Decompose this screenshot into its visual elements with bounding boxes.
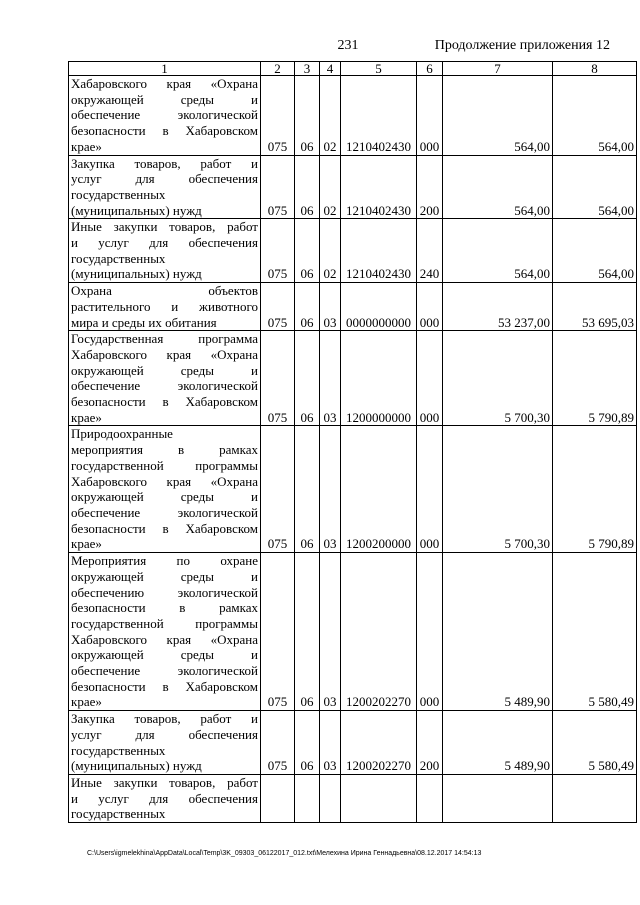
item-name-line: (муниципальных) нужд (71, 202, 202, 218)
item-name-line: окружающей среды и (71, 91, 258, 107)
ministry-code-cell: 075 (261, 711, 295, 775)
table-row (69, 426, 637, 553)
item-name-line: крае» (71, 536, 102, 552)
amount-year1-cell: 5 700,30 (443, 331, 553, 426)
target-article-cell (341, 774, 417, 822)
section-code-cell (295, 774, 320, 822)
subsection-code-cell (320, 774, 341, 822)
column-header: 2 (261, 62, 295, 76)
budget-table (68, 61, 637, 823)
item-name-cell (69, 426, 261, 553)
ministry-code-cell: 075 (261, 331, 295, 426)
item-name-cell (69, 155, 261, 219)
expense-type-cell: 000 (417, 331, 443, 426)
table-row (69, 283, 637, 331)
item-name-cell (69, 283, 261, 331)
page-number: 231 (337, 38, 359, 53)
amount-year1-cell: 5 489,90 (443, 711, 553, 775)
section-code-cell: 06 (295, 711, 320, 775)
item-name-line: окружающей среды и (71, 489, 258, 505)
item-name-line: услуг для обеспечения (71, 726, 258, 742)
target-article-cell: 1210402430 (341, 219, 417, 283)
subsection-code-cell: 02 (320, 76, 341, 156)
item-name-line: безопасности в Хабаровском (71, 394, 258, 410)
ministry-code-cell: 075 (261, 553, 295, 711)
item-name-line: Иные закупки товаров, работ (71, 774, 258, 790)
item-name-line: Хабаровского края «Охрана (71, 473, 258, 489)
item-name-line: безопасности в Хабаровском (71, 123, 258, 139)
item-name-line: Закупка товаров, работ и (71, 711, 258, 727)
amount-year2-cell: 53 695,03 (553, 283, 637, 331)
section-code-cell: 06 (295, 76, 320, 156)
section-code-cell: 06 (295, 331, 320, 426)
subsection-code-cell: 03 (320, 283, 341, 331)
target-article-cell: 0000000000 (341, 283, 417, 331)
ministry-code-cell (261, 774, 295, 822)
item-name-line: и услуг для обеспечения (71, 790, 258, 806)
amount-year2-cell: 5 790,89 (553, 331, 637, 426)
item-name-line: Закупка товаров, работ и (71, 155, 258, 171)
expense-type-cell: 000 (417, 426, 443, 553)
item-name-line: Хабаровского края «Охрана (71, 346, 258, 362)
item-name-line: крае» (71, 409, 102, 425)
item-name-line: обеспечение экологической (71, 663, 258, 679)
amount-year2-cell: 564,00 (553, 76, 637, 156)
ministry-code-cell: 075 (261, 155, 295, 219)
amount-year2-cell: 5 790,89 (553, 426, 637, 553)
item-name-line: мероприятия в рамках (71, 442, 258, 458)
item-name-line: безопасности в Хабаровском (71, 520, 258, 536)
expense-type-cell: 200 (417, 711, 443, 775)
column-header: 7 (443, 62, 553, 76)
item-name-cell (69, 76, 261, 156)
amount-year2-cell: 564,00 (553, 155, 637, 219)
item-name-line: Государственная программа (71, 331, 258, 347)
expense-type-cell: 240 (417, 219, 443, 283)
section-code-cell: 06 (295, 219, 320, 283)
amount-year1-cell: 564,00 (443, 155, 553, 219)
subsection-code-cell: 03 (320, 711, 341, 775)
section-code-cell: 06 (295, 426, 320, 553)
table-row (69, 76, 637, 156)
item-name-line: (муниципальных) нужд (71, 266, 202, 282)
amount-year1-cell (443, 774, 553, 822)
item-name-line: государственной программы (71, 615, 258, 631)
item-name-cell (69, 553, 261, 711)
section-code-cell: 06 (295, 283, 320, 331)
item-name-line: обеспечение экологической (71, 107, 258, 123)
subsection-code-cell: 02 (320, 219, 341, 283)
item-name-line: Хабаровского края «Охрана (71, 76, 258, 91)
item-name-cell (69, 711, 261, 775)
item-name-line: обеспечение экологической (71, 504, 258, 520)
amount-year2-cell (553, 774, 637, 822)
ministry-code-cell: 075 (261, 426, 295, 553)
table-row (69, 331, 637, 426)
amount-year2-cell: 5 580,49 (553, 553, 637, 711)
ministry-code-cell: 075 (261, 219, 295, 283)
item-name-line: услуг для обеспечения (71, 171, 258, 187)
target-article-cell: 1210402430 (341, 76, 417, 156)
column-header: 5 (341, 62, 417, 76)
item-name-line: безопасности в Хабаровском (71, 678, 258, 694)
table-row (69, 774, 637, 822)
footer-path: C:\Users\igmelekhina\AppData\Local\Temp\3K_09303_06122017_012.txt\Мелехина Ирина Геннадьевна\08.12.2017 14:54:13 (87, 850, 482, 857)
item-name-cell (69, 331, 261, 426)
item-name-line: растительного и животного (71, 298, 258, 314)
item-name-line: окружающей среды и (71, 647, 258, 663)
item-name-line: Природоохранные (71, 426, 173, 442)
ministry-code-cell: 075 (261, 283, 295, 331)
ministry-code-cell: 075 (261, 76, 295, 156)
amount-year2-cell: 5 580,49 (553, 711, 637, 775)
item-name-cell (69, 774, 261, 822)
item-name-line: Иные закупки товаров, работ (71, 219, 258, 235)
expense-type-cell: 000 (417, 76, 443, 156)
section-code-cell: 06 (295, 553, 320, 711)
column-header: 6 (417, 62, 443, 76)
target-article-cell: 1200200000 (341, 426, 417, 553)
item-name-line: государственных (71, 806, 166, 822)
continuation-label: Продолжение приложения 12 (434, 38, 610, 53)
table-row (69, 553, 637, 711)
amount-year2-cell: 564,00 (553, 219, 637, 283)
item-name-line: окружающей среды и (71, 362, 258, 378)
target-article-cell: 1200202270 (341, 711, 417, 775)
item-name-line: окружающей среды и (71, 568, 258, 584)
column-header: 8 (553, 62, 637, 76)
table-row (69, 155, 637, 219)
target-article-cell: 1200202270 (341, 553, 417, 711)
item-name-line: обеспечению экологической (71, 584, 258, 600)
item-name-line: мира и среды их обитания (71, 314, 217, 330)
table-row (69, 711, 637, 775)
item-name-line: крае» (71, 694, 102, 710)
expense-type-cell: 200 (417, 155, 443, 219)
subsection-code-cell: 03 (320, 553, 341, 711)
amount-year1-cell: 53 237,00 (443, 283, 553, 331)
expense-type-cell: 000 (417, 283, 443, 331)
column-header: 4 (320, 62, 341, 76)
item-name-line: Хабаровского края «Охрана (71, 631, 258, 647)
header-row (69, 62, 637, 76)
item-name-line: крае» (71, 138, 102, 154)
item-name-line: Мероприятия по охране (71, 553, 258, 569)
expense-type-cell (417, 774, 443, 822)
item-name-cell (69, 219, 261, 283)
item-name-line: безопасности в рамках (71, 600, 258, 616)
item-name-line: и услуг для обеспечения (71, 235, 258, 251)
item-name-line: государственных (71, 250, 166, 266)
target-article-cell: 1210402430 (341, 155, 417, 219)
subsection-code-cell: 03 (320, 331, 341, 426)
amount-year1-cell: 564,00 (443, 219, 553, 283)
amount-year1-cell: 5 700,30 (443, 426, 553, 553)
item-name-line: государственной программы (71, 457, 258, 473)
section-code-cell: 06 (295, 155, 320, 219)
subsection-code-cell: 02 (320, 155, 341, 219)
item-name-line: государственных (71, 186, 166, 202)
subsection-code-cell: 03 (320, 426, 341, 553)
table-row (69, 219, 637, 283)
item-name-line: Охрана объектов (71, 283, 258, 299)
item-name-line: (муниципальных) нужд (71, 758, 202, 774)
column-header: 3 (295, 62, 320, 76)
column-header: 1 (69, 62, 261, 76)
amount-year1-cell: 5 489,90 (443, 553, 553, 711)
amount-year1-cell: 564,00 (443, 76, 553, 156)
target-article-cell: 1200000000 (341, 331, 417, 426)
expense-type-cell: 000 (417, 553, 443, 711)
item-name-line: государственных (71, 742, 166, 758)
item-name-line: обеспечение экологической (71, 378, 258, 394)
